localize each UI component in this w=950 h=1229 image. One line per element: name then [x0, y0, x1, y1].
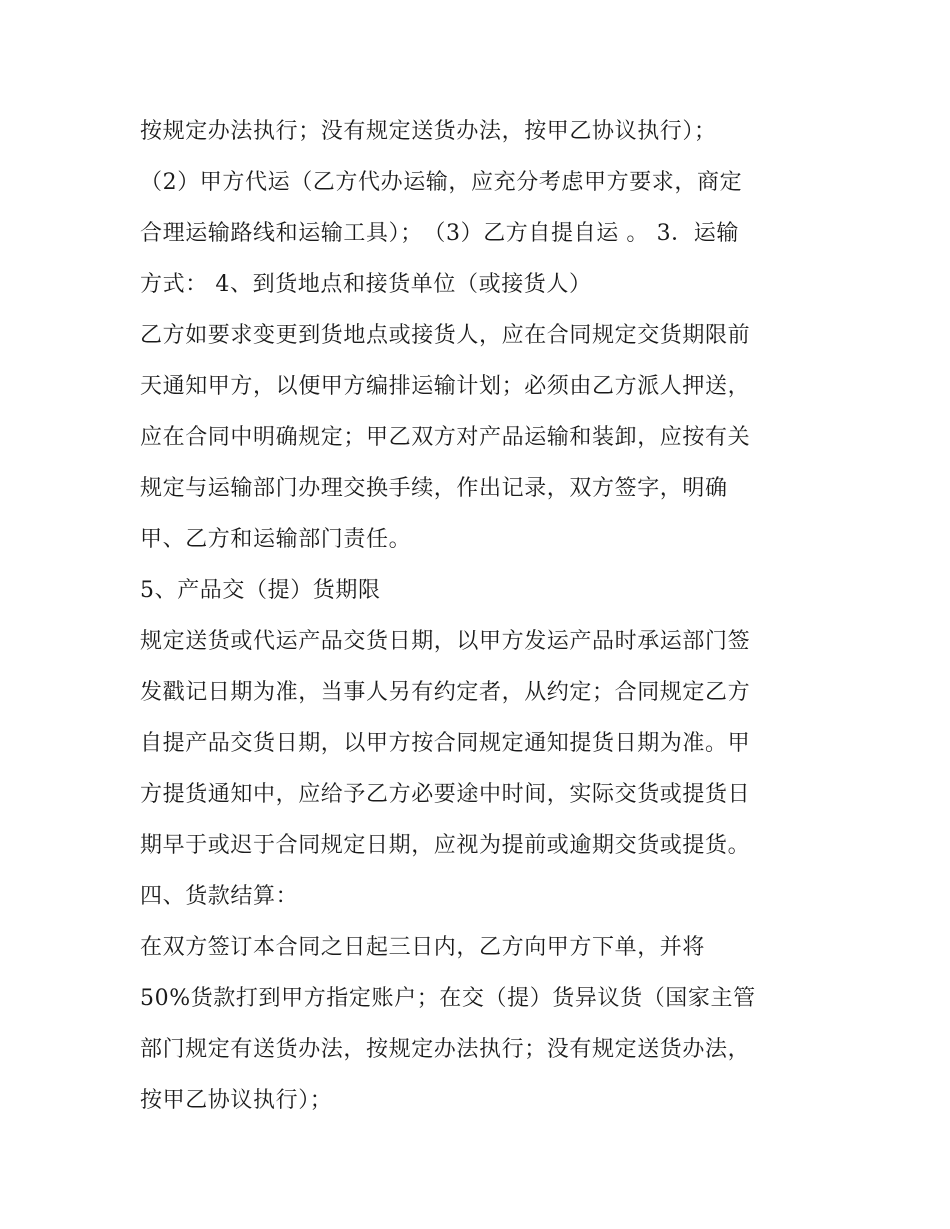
text-line-6: 天通知甲方，以便甲方编排运输计划；必须由乙方派人押送，: [140, 374, 751, 399]
text-line-18: 50%货款打到甲方指定账户；在交（提）货异议货（国家主管: [140, 986, 756, 1011]
text-line-5: 乙方如要求变更到货地点或接货人，应在合同规定交货期限前: [140, 323, 751, 348]
text-line-4: 方式： 4、到货地点和接货单位（或接货人）: [140, 272, 592, 297]
text-line-1: 按规定办法执行；没有规定送货办法，按甲乙协议执行）；: [140, 119, 717, 144]
text-line-15: 期早于或迟于合同规定日期，应视为提前或逾期交货或提货。: [140, 833, 751, 858]
text-line-14: 方提货通知中，应给予乙方必要途中时间，实际交货或提货日: [140, 782, 751, 807]
text-line-2: （2）甲方代运（乙方代办运输，应充分考虑甲方要求，商定: [140, 170, 743, 195]
text-line-3: 合理运输路线和运输工具）； （3）乙方自提自运 。 3．运输: [140, 221, 739, 246]
text-line-11: 规定送货或代运产品交货日期，以甲方发运产品时承运部门签: [140, 629, 751, 654]
text-line-7: 应在合同中明确规定；甲乙双方对产品运输和装卸，应按有关: [140, 425, 751, 450]
text-line-9: 甲、乙方和运输部门责任。: [140, 527, 412, 552]
text-line-17: 在双方签订本合同之日起三日内，乙方向甲方下单，并将: [140, 935, 706, 960]
text-line-19: 部门规定有送货办法，按规定办法执行；没有规定送货办法，: [140, 1037, 751, 1062]
text-line-20: 按甲乙协议执行）；: [140, 1088, 333, 1113]
document-body: [140, 106, 830, 1126]
section-heading-delivery-period: 5、产品交（提）货期限: [140, 578, 381, 603]
text-line-8: 规定与运输部门办理交换手续，作出记录，双方签字，明确: [140, 476, 728, 501]
text-line-13: 自提产品交货日期，以甲方按合同规定通知提货日期为准。甲: [140, 731, 751, 756]
section-heading-payment: 四、货款结算：: [140, 884, 299, 909]
text-line-12: 发戳记日期为准，当事人另有约定者，从约定；合同规定乙方: [140, 680, 751, 705]
